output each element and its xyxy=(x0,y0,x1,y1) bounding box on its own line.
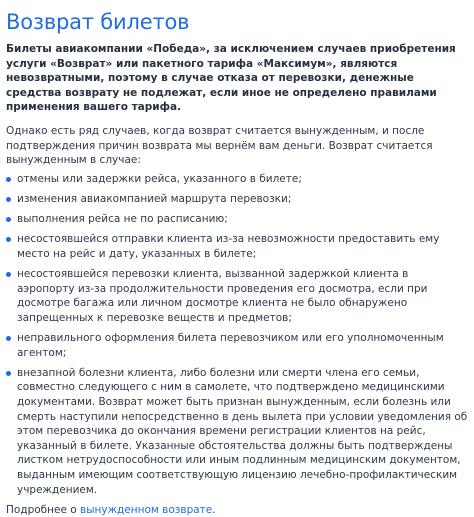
forced-refund-link[interactable]: вынужденном возврате xyxy=(80,503,213,516)
bullet-icon xyxy=(6,336,11,341)
bullet-icon xyxy=(6,272,11,277)
list-item-text: несостоявшейся перевозки клиента, вызванной задержкой клиента в аэропорту из-за продолжительности проведения его досмотра, если при досмотре багажа или личном досмотре клиента не было обнаружено запрещенных к перевозке веществ и предметов; xyxy=(17,268,428,324)
list-item-text: выполнения рейса не по расписанию; xyxy=(17,213,228,226)
intro-paragraph: Однако есть ряд случаев, когда возврат считается вынужденным, и после подтверждения причин возврата мы вернём вам деньги. Возврат считается вынужденным в случае: xyxy=(6,124,433,167)
more-info-suffix: . xyxy=(212,503,216,516)
page-title: Возврат билетов xyxy=(6,10,190,34)
list-item-text: внезапной болезни клиента, либо болезни или смерти члена его семьи, совместно следующего с ним в самолете, что подтверждено медицинскими документами. Возврат может быть признан вынужденным, если болезнь или смерть наступили непосредственно в день вылета при условии уведомления об этом перевозчика до окончания времени регистрации клиентов на рейс, указанный в билете. Указанные обстоятельства должны быть подтверждены листком нетрудоспособности или иным подлинным медицинским документом, выданным имеющим соответствующую лицензию лечебно-профилактическим учреждением. xyxy=(17,366,468,496)
bullet-icon xyxy=(6,217,11,222)
lead-paragraph: Билеты авиакомпании «Победа», за исключением случаев приобретения услуги «Возврат» или пакетного тарифа «Максимум», являются невозвратными, поэтому в случае отказа от перевозки, денежные средства возврату не подлежат, если иное не определено правилами применения вашего тарифа. xyxy=(6,43,456,114)
list-item xyxy=(6,192,468,207)
list-item-text: изменения авиакомпанией маршрута перевозки; xyxy=(17,192,292,205)
more-info-line xyxy=(6,503,468,517)
list-item xyxy=(6,212,468,227)
list-item xyxy=(6,331,468,360)
list-item-text: несостоявшейся отправки клиента из-за невозможности предоставить ему место на рейс и дату, указанных в билете; xyxy=(17,233,440,260)
list-item xyxy=(6,366,468,497)
list-item xyxy=(6,172,468,187)
bullet-icon xyxy=(6,371,11,376)
bullet-icon xyxy=(6,177,11,182)
list-item-text: отмены или задержки рейса, указанного в билете; xyxy=(17,172,302,185)
bullet-icon xyxy=(6,197,11,202)
more-info-prefix: Подробнее о xyxy=(6,503,81,516)
list-item-text: неправильного оформления билета перевозчиком или его уполномоченным агентом; xyxy=(17,332,444,359)
list-item xyxy=(6,267,468,325)
refund-cases-list xyxy=(6,172,468,497)
bullet-icon xyxy=(6,237,11,242)
list-item xyxy=(6,232,468,261)
